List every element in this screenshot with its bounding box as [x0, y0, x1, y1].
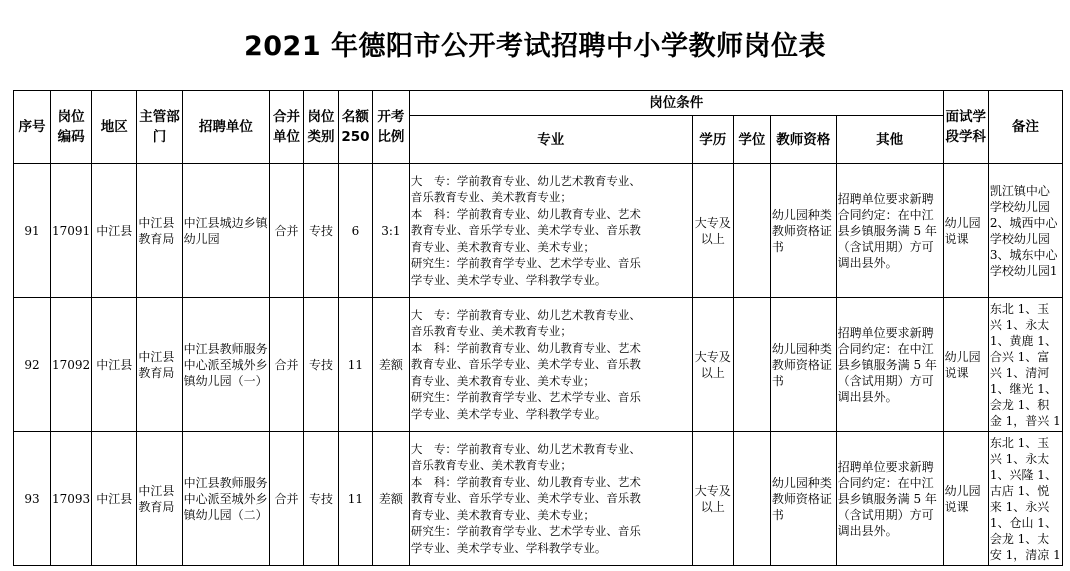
cell-ratio: 差额	[372, 298, 409, 432]
cell-code: 17091	[51, 164, 92, 298]
cell-major	[409, 432, 692, 566]
cell-interview: 幼儿园说课	[943, 164, 988, 298]
cell-unit: 中江县教师服务中心派至城外乡镇幼儿园（二）	[182, 432, 269, 566]
table-row	[14, 164, 1063, 298]
cell-unit: 中江县城边乡镇幼儿园	[182, 164, 269, 298]
major-line: 音乐教育专业、美术教育专业；	[410, 324, 572, 339]
major-line: 教育专业、音乐学专业、美术学专业、音乐教	[410, 357, 641, 372]
header-row-top	[14, 91, 1063, 116]
header-ratio: 开考比例	[372, 91, 409, 164]
header-teacher-cert: 教师资格	[770, 116, 836, 164]
cell-region: 中江县	[92, 298, 137, 432]
cell-education: 大专及以上	[692, 432, 733, 566]
cell-major	[409, 298, 692, 432]
major-line: 学专业、美术学专业、学科教学专业。	[410, 540, 607, 555]
header-post-type: 岗位类别	[303, 91, 338, 164]
header-remark: 备注	[988, 91, 1062, 164]
header-region: 地区	[92, 91, 137, 164]
header-education: 学历	[692, 116, 733, 164]
cell-degree	[733, 164, 770, 298]
cell-remark: 东北 1、玉兴 1、永太 1、兴隆 1、古店 1、悦来 1、永兴 1、仓山 1、会龙 1、太安 1，清凉 1	[988, 432, 1062, 566]
header-quota	[338, 91, 372, 164]
cell-cert: 幼儿园种类教师资格证书	[770, 298, 836, 432]
cell-region: 中江县	[92, 164, 137, 298]
cell-education: 大专及以上	[692, 164, 733, 298]
cell-dept: 中江县教育局	[137, 298, 182, 432]
cell-education: 大专及以上	[692, 298, 733, 432]
cell-merge: 合并	[270, 164, 304, 298]
cell-major	[409, 164, 692, 298]
cell-dept: 中江县教育局	[137, 432, 182, 566]
major-line: 研究生：学前教育学专业、艺术学专业、音乐	[410, 256, 641, 271]
cell-merge: 合并	[270, 298, 304, 432]
cell-other: 招聘单位要求新聘合同约定：在中江县乡镇服务满 5 年（含试用期）方可调出县外。	[836, 164, 943, 298]
cell-other: 招聘单位要求新聘合同约定：在中江县乡镇服务满 5 年（含试用期）方可调出县外。	[836, 432, 943, 566]
cell-dept: 中江县教育局	[137, 164, 182, 298]
header-post-code: 岗位编码	[51, 91, 92, 164]
header-dept: 主管部门	[137, 91, 182, 164]
major-line: 研究生：学前教育学专业、艺术学专业、音乐	[410, 524, 641, 539]
cell-cert: 幼儿园种类教师资格证书	[770, 164, 836, 298]
recruitment-table	[13, 90, 1063, 566]
cell-region: 中江县	[92, 432, 137, 566]
cell-other: 招聘单位要求新聘合同约定：在中江县乡镇服务满 5 年（含试用期）方可调出县外。	[836, 298, 943, 432]
cell-interview: 幼儿园说课	[943, 298, 988, 432]
major-line: 本 科：学前教育专业、幼儿教育专业、艺术	[410, 340, 641, 355]
cell-degree	[733, 298, 770, 432]
major-line: 教育专业、音乐学专业、美术学专业、音乐教	[410, 491, 641, 506]
cell-quota: 11	[338, 298, 372, 432]
table-row	[14, 432, 1063, 566]
cell-ratio: 差额	[372, 432, 409, 566]
major-line: 本 科：学前教育专业、幼儿教育专业、艺术	[410, 474, 641, 489]
cell-type: 专技	[303, 164, 338, 298]
major-line: 本 科：学前教育专业、幼儿教育专业、艺术	[410, 206, 641, 221]
cell-seq: 92	[14, 298, 51, 432]
header-unit: 招聘单位	[182, 91, 269, 164]
cell-code: 17093	[51, 432, 92, 566]
header-seq: 序号	[14, 91, 51, 164]
cell-type: 专技	[303, 298, 338, 432]
major-line: 育专业、美术教育专业、美术专业；	[410, 239, 595, 254]
cell-unit: 中江县教师服务中心派至城外乡镇幼儿园（一）	[182, 298, 269, 432]
cell-code: 17092	[51, 298, 92, 432]
major-line: 研究生：学前教育学专业、艺术学专业、音乐	[410, 390, 641, 405]
cell-quota: 6	[338, 164, 372, 298]
header-quota-label: 名额	[341, 109, 369, 125]
major-line: 学专业、美术学专业、学科教学专业。	[410, 406, 607, 421]
cell-quota: 11	[338, 432, 372, 566]
major-line: 音乐教育专业、美术教育专业；	[410, 458, 572, 473]
header-degree: 学位	[733, 116, 770, 164]
cell-remark: 东北 1、玉兴 1、永太 1、黄鹿 1、合兴 1、富兴 1、清河 1、继光 1、会龙 1、积金 1，普兴 1	[988, 298, 1062, 432]
cell-remark: 凯江镇中心学校幼儿园2、城西中心学校幼儿园3、城东中心学校幼儿园1	[988, 164, 1062, 298]
header-merge: 合并单位	[270, 91, 304, 164]
major-line: 大 专：学前教育专业、幼儿艺术教育专业、	[410, 441, 641, 456]
header-major: 专业	[409, 116, 692, 164]
header-quota-total: 250	[341, 129, 370, 145]
major-line: 大 专：学前教育专业、幼儿艺术教育专业、	[410, 173, 641, 188]
cell-interview: 幼儿园说课	[943, 432, 988, 566]
major-line: 育专业、美术教育专业、美术专业；	[410, 507, 595, 522]
header-interview: 面试学段学科	[943, 91, 988, 164]
page-title: 2021 年德阳市公开考试招聘中小学教师岗位表	[243, 31, 827, 62]
major-line: 学专业、美术学专业、学科教学专业。	[410, 272, 607, 287]
table-row	[14, 298, 1063, 432]
major-line: 育专业、美术教育专业、美术专业；	[410, 373, 595, 388]
major-line: 教育专业、音乐学专业、美术学专业、音乐教	[410, 223, 641, 238]
header-other: 其他	[836, 116, 943, 164]
cell-merge: 合并	[270, 432, 304, 566]
cell-ratio: 3:1	[372, 164, 409, 298]
cell-type: 专技	[303, 432, 338, 566]
major-line: 大 专：学前教育专业、幼儿艺术教育专业、	[410, 307, 641, 322]
cell-degree	[733, 432, 770, 566]
cell-seq: 91	[14, 164, 51, 298]
header-conditions: 岗位条件	[409, 91, 943, 116]
cell-cert: 幼儿园种类教师资格证书	[770, 432, 836, 566]
cell-seq: 93	[14, 432, 51, 566]
major-line: 音乐教育专业、美术教育专业；	[410, 190, 572, 205]
